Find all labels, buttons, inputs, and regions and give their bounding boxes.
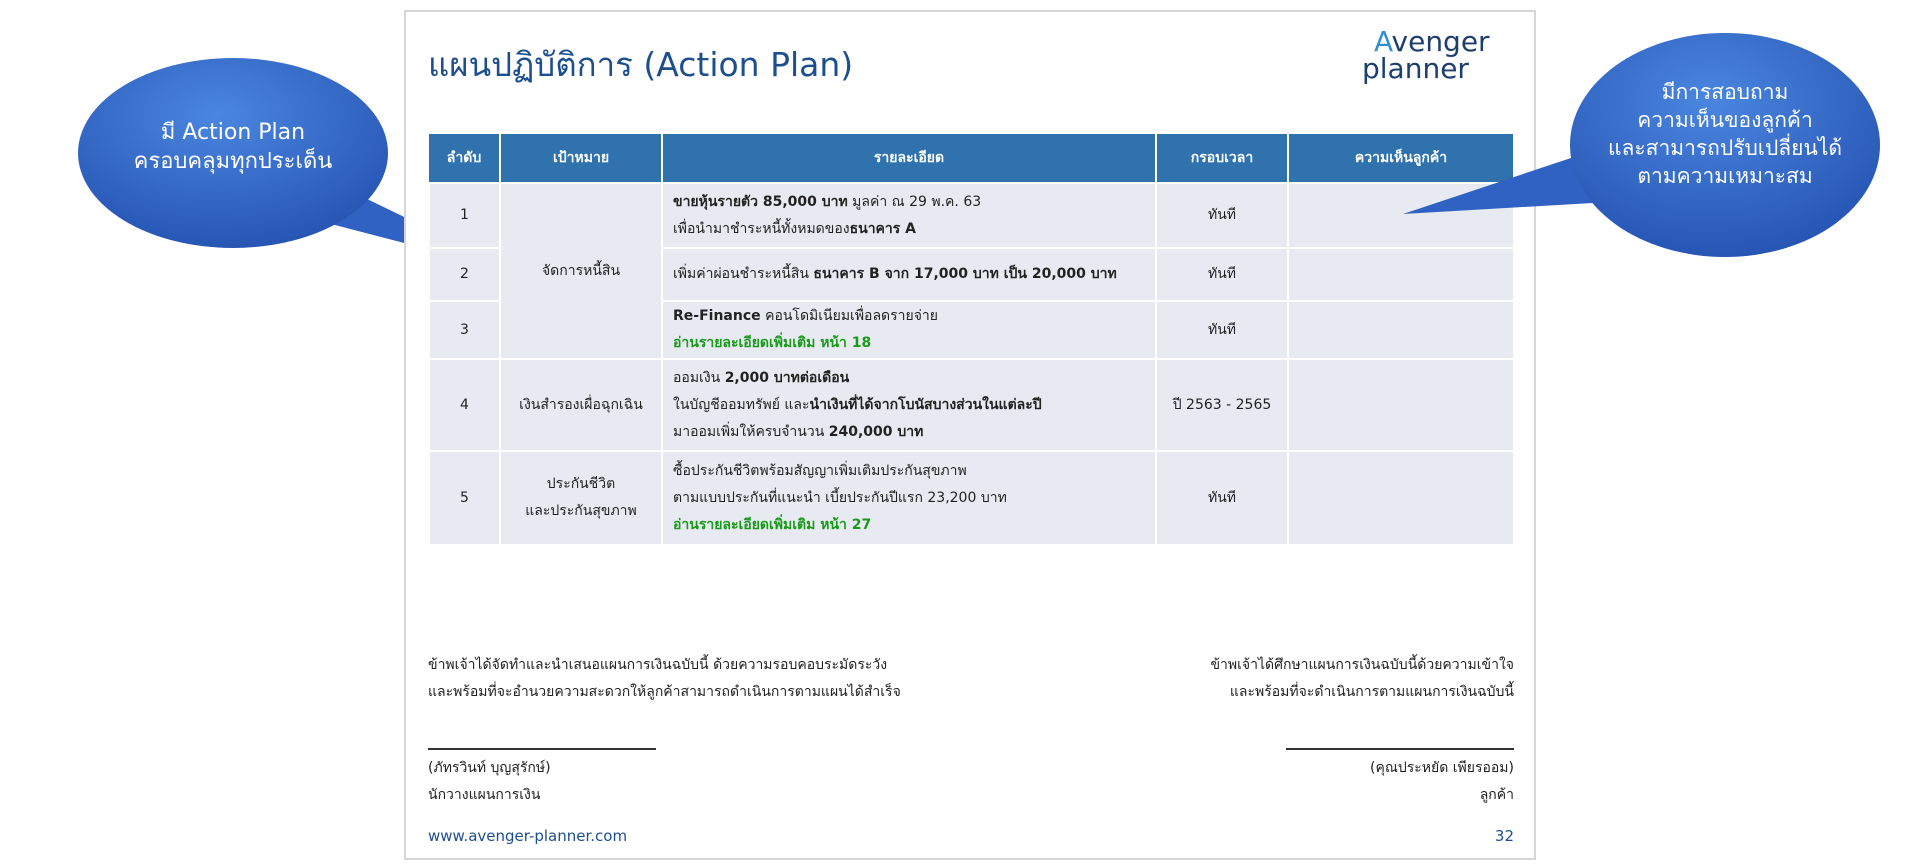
detail-line (673, 512, 1154, 539)
goal-line: จัดการหนี้สิน (541, 262, 621, 279)
row-detail (662, 183, 1156, 248)
detail-text: 240,000 บาท (828, 423, 924, 440)
goal-line: และประกันสุขภาพ (525, 503, 637, 519)
page-title: แผนปฏิบัติการ (Action Plan) (428, 45, 854, 84)
right-callout-text (1575, 78, 1875, 190)
header-detail: รายละเอียด (662, 134, 1156, 183)
left-callout-line: มี Action Plan (160, 120, 306, 145)
client-name: (คุณประหยัด เพียรออม) (1370, 760, 1514, 776)
row-timeframe: ทันที (1156, 183, 1288, 248)
header-goal: เป้าหมาย (500, 134, 662, 183)
detail-text: ในบัญชีออมทรัพย์ และ (673, 396, 810, 413)
planner-statement (428, 652, 901, 706)
row-detail (662, 451, 1156, 545)
table-header-row (429, 134, 1514, 183)
goal-line: เงินสำรองเผื่อฉุกเฉิน (519, 396, 643, 413)
planner-name: (ภัทรวินท์ บุญสุรักษ์) (428, 760, 551, 776)
detail-text: ธนาคาร A (849, 220, 917, 237)
detail-text: ขายหุ้นรายตัว 85,000 บาท (673, 193, 848, 210)
row-number: 2 (429, 248, 500, 301)
row-goal (500, 359, 662, 451)
planner-signature (428, 755, 551, 809)
client-statement (1210, 652, 1514, 706)
detail-text: มูลค่า ณ 29 พ.ค. 63 (847, 193, 982, 210)
avenger-planner-logo: Avenger planner (1362, 25, 1490, 85)
client-role: ลูกค้า (1479, 787, 1514, 803)
more-details-link[interactable]: อ่านรายละเอียดเพิ่มเติม หน้า 27 (673, 516, 872, 533)
detail-text: ตามแบบประกันที่แนะนำ เบี้ยประกันปีแรก 23,200 บาท (673, 489, 1007, 506)
detail-text: คอนโดมิเนียมเพื่อลดรายจ่าย (760, 308, 938, 324)
document-page (404, 10, 1536, 860)
detail-line (673, 216, 1154, 243)
left-callout-text (92, 118, 374, 176)
detail-text: เพิ่มค่าผ่อนชำระหนี้สิน (673, 266, 814, 282)
right-callout-line: ตามความเหมาะสม (1637, 164, 1813, 188)
page-number: 32 (1494, 827, 1514, 845)
right-callout-line: มีการสอบถาม (1661, 80, 1789, 104)
detail-text: 2,000 บาทต่อเดือน (724, 369, 850, 386)
header-comment: ความเห็นลูกค้า (1288, 134, 1514, 183)
row-detail (662, 359, 1156, 451)
detail-line (673, 458, 1154, 485)
statement-line: ข้าพเจ้าได้จัดทำและนำเสนอแผนการเงินฉบับนี้ ด้วยความรอบคอบระมัดระวัง (428, 657, 888, 673)
footer-url: www.avenger-planner.com (428, 827, 628, 845)
more-details-link[interactable]: อ่านรายละเอียดเพิ่มเติม หน้า 18 (673, 335, 872, 351)
detail-line (673, 261, 1154, 288)
statement-line: ข้าพเจ้าได้ศึกษาแผนการเงินฉบับนี้ด้วยความเข้าใจ (1210, 657, 1514, 673)
row-timeframe: ทันที (1156, 451, 1288, 545)
left-callout-line: ครอบคลุมทุกประเด็น (133, 149, 333, 174)
client-signature-line (1286, 748, 1514, 750)
row-number: 3 (429, 301, 500, 359)
row-number: 1 (429, 183, 500, 248)
detail-line (673, 189, 1154, 216)
planner-role: นักวางแผนการเงิน (428, 787, 541, 803)
table-row (429, 183, 1514, 248)
row-client-comment[interactable] (1288, 359, 1514, 451)
detail-text: เพื่อนำมาชำระหนี้ทั้งหมดของ (673, 220, 850, 237)
action-plan-table (428, 134, 1515, 546)
row-timeframe: ทันที (1156, 248, 1288, 301)
detail-text: Re-Finance (673, 308, 761, 324)
detail-line (673, 392, 1154, 419)
table-row (429, 359, 1514, 451)
statement-line: และพร้อมที่จะอำนวยความสะดวกให้ลูกค้าสามารถดำเนินการตามแผนได้สำเร็จ (428, 684, 901, 700)
row-goal (500, 451, 662, 545)
detail-text: ซื้อประกันชีวิตพร้อมสัญญาเพิ่มเติมประกันสุขภาพ (673, 462, 967, 479)
statement-line: และพร้อมที่จะดำเนินการตามแผนการเงินฉบับนี้ (1229, 684, 1514, 700)
row-detail (662, 301, 1156, 359)
row-timeframe: ทันที (1156, 301, 1288, 359)
row-client-comment[interactable] (1288, 451, 1514, 545)
header-timeframe: กรอบเวลา (1156, 134, 1288, 183)
row-number: 4 (429, 359, 500, 451)
detail-text: มาออมเพิ่มให้ครบจำนวน (673, 423, 829, 440)
detail-line (673, 330, 1154, 357)
right-callout-line: ความเห็นของลูกค้า (1637, 108, 1813, 132)
planner-signature-line (428, 748, 656, 750)
row-detail (662, 248, 1156, 301)
detail-text: ธนาคาร B จาก 17,000 บาท เป็น 20,000 บาท (813, 266, 1117, 282)
goal-line: ประกันชีวิต (546, 476, 616, 492)
detail-text: นำเงินที่ได้จากโบนัสบางส่วนในแต่ละปี (809, 396, 1042, 413)
row-goal (500, 183, 662, 359)
client-signature (1370, 755, 1514, 809)
detail-line (673, 303, 1154, 330)
table-row (429, 451, 1514, 545)
row-timeframe: ปี 2563 - 2565 (1156, 359, 1288, 451)
right-callout-line: และสามารถปรับเปลี่ยนได้ (1607, 136, 1843, 160)
detail-text: ออมเงิน (673, 369, 725, 386)
detail-line (673, 419, 1154, 446)
detail-line (673, 365, 1154, 392)
row-number: 5 (429, 451, 500, 545)
header-no: ลำดับ (429, 134, 500, 183)
row-client-comment[interactable] (1288, 301, 1514, 359)
detail-line (673, 485, 1154, 512)
